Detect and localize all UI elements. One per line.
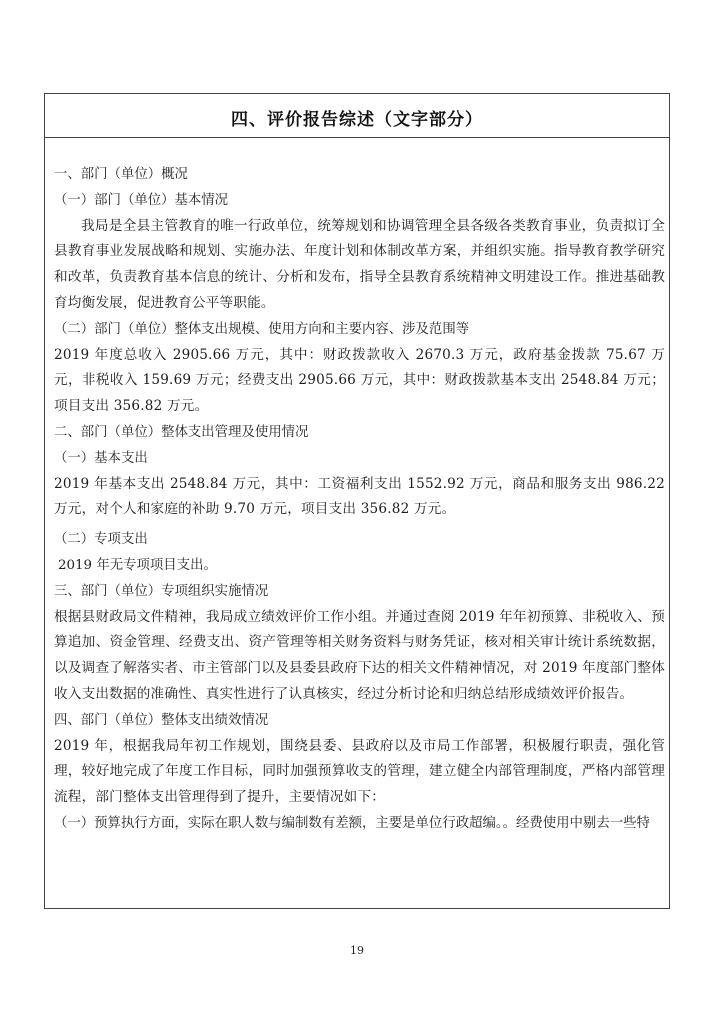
heading-department-overview: 一、部门（单位）概况 (54, 167, 188, 182)
heading-special-implementation: 三、部门（单位）专项组织实施情况 (54, 583, 269, 599)
paragraph-budget-execution: （一）预算执行方面，实际在职人数与编制数有差额，主要是单位行政超编。。经费使用中剔去一些特 (54, 815, 650, 831)
paragraph-performance: 2019 年，根据我局年初工作规划，围绕县委、县政府以及市局工作部署，积极履行职责，强化管理，较好地完成了年度工作目标，同时加强预算收支的管理，建立健全内部管理制度，严格内部管理流程，部门整体支出管理得到了提升，主要情况如下： (54, 737, 665, 806)
page-number: 19 (350, 944, 364, 957)
subheading-special-expenditure: （二）专项支出 (54, 532, 148, 548)
report-body (54, 162, 665, 837)
heading-expenditure-management: 二、部门（单位）整体支出管理及使用情况 (54, 424, 309, 440)
paragraph-basic-info: 我局是全县主管教育的唯一行政单位，统筹规划和协调管理全县各级各类教育事业，负责拟订全县教育事业发展战略和规划、实施办法、年度计划和体制改革方案，并组织实施。指导教育教学研究和改革，负责教育基本信息的统计、分析和发布，指导全县教育系统精神文明建设工作。推进基础教育均衡发展，促进教育公平等职能。 (54, 217, 665, 311)
paragraph-special-expenditure: 2019 年无专项项目支出。 (58, 557, 217, 573)
report-table-frame (44, 93, 670, 909)
paragraph-expenditure-scale: 2019 年度总收入 2905.66 万元，其中：财政拨款收入 2670.3 万元，政府基金拨款 75.67 万元，非税收入 159.69 万元；经费支出 2905.66 万元，其中：财政拨款基本支出 2548.84 万元；项目支出 356.82 万元。 (54, 346, 665, 415)
subheading-expenditure-scale: （二）部门（单位）整体支出规模、使用方向和主要内容、涉及范围等 (54, 321, 470, 337)
title-row (45, 94, 669, 138)
subheading-basic-expenditure: （一）基本支出 (54, 450, 148, 466)
paragraph-basic-expenditure: 2019 年基本支出 2548.84 万元，其中：工资福利支出 1552.92 万元，商品和服务支出 986.22 万元，对个人和家庭的补助 9.70 万元，项目支出 356.82 万元。 (54, 475, 665, 518)
heading-performance: 四、部门（单位）整体支出绩效情况 (54, 712, 269, 728)
subheading-basic-info: （一）部门（单位）基本情况 (54, 192, 229, 208)
section-title: 四、评价报告综述（文字部分） (231, 110, 483, 130)
paragraph-special-implementation: 根据县财政局文件精神，我局成立绩效评价工作小组。并通过查阅 2019 年年初预算、非税收入、预算追加、资金管理、经费支出、资产管理等相关财务资料与财务凭证，核对相关审计统计系统数据，以及调查了解落实者、市主管部门以及县委县政府下达的相关文件精神情况，对 2019 年度部门整体收入支出数据的准确性、真实性进行了认真核实，经过分析讨论和归纳总结形成绩效评价报告。 (54, 608, 665, 702)
